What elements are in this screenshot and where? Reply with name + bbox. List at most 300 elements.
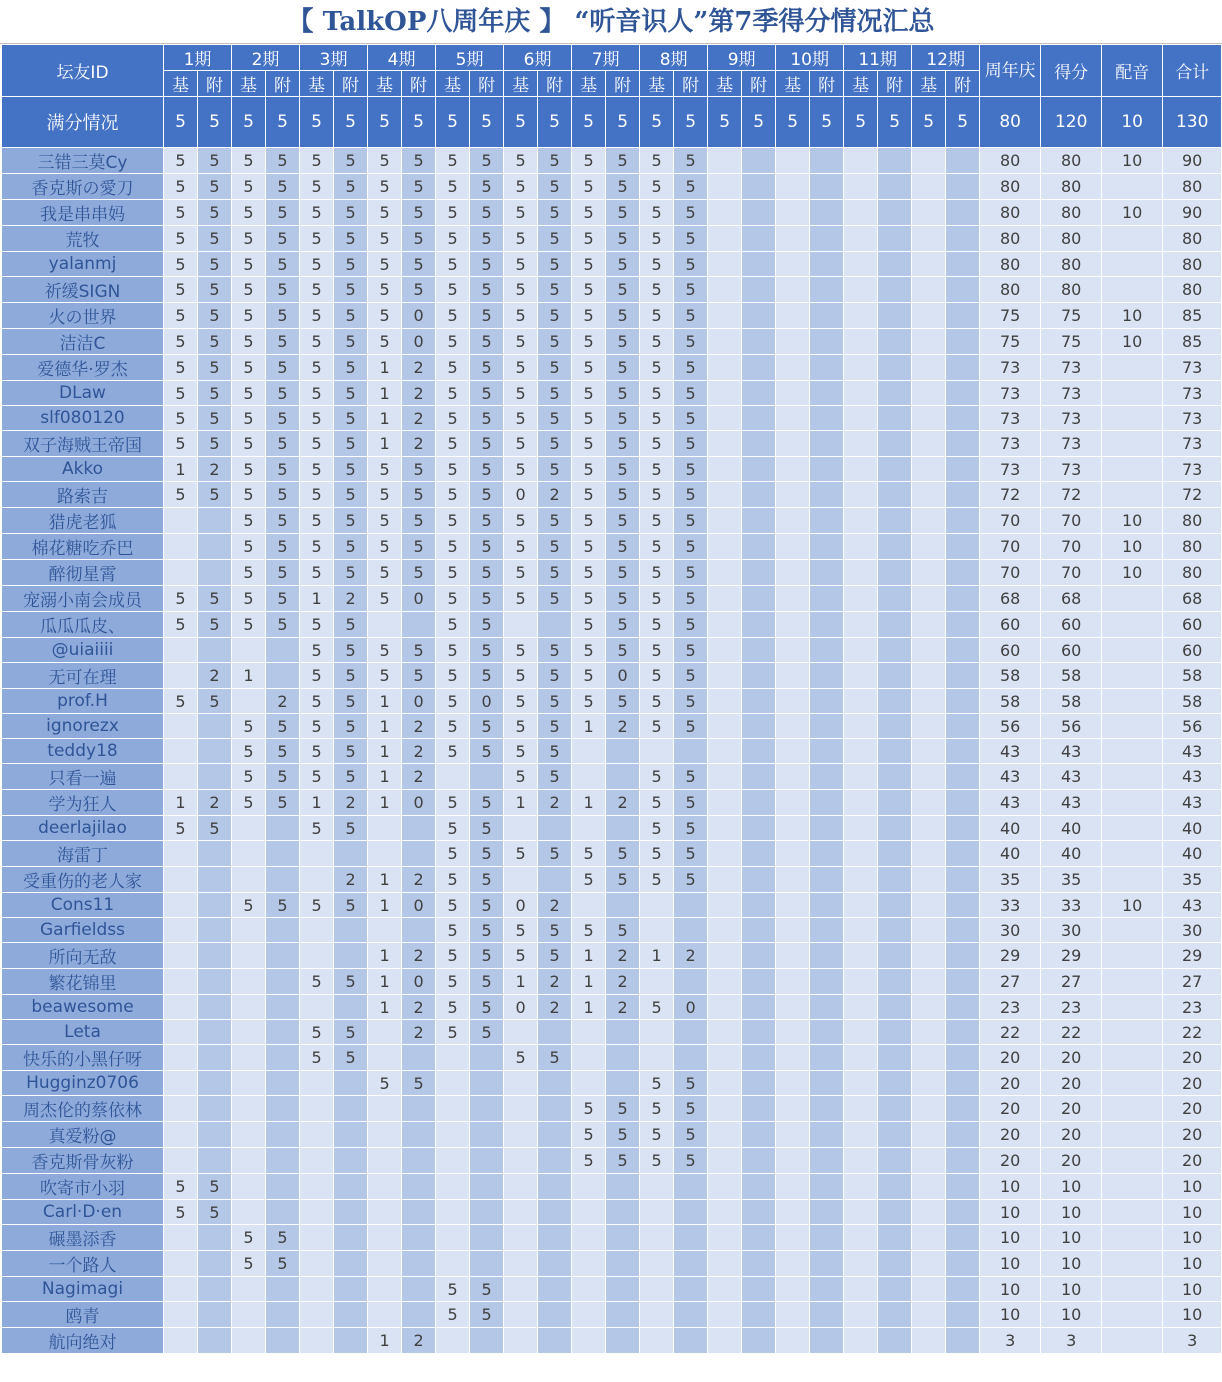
score-cell: 5 <box>470 1277 504 1302</box>
dubbing-cell: 10 <box>1102 508 1163 534</box>
score-cell: 5 <box>640 508 674 534</box>
score-cell <box>878 1225 912 1251</box>
score-cell <box>606 739 640 764</box>
table-row <box>2 1328 1222 1354</box>
score-cell: 5 <box>470 560 504 586</box>
score-cell <box>878 969 912 995</box>
score-cell: 5 <box>266 277 300 303</box>
score-cell <box>572 1328 606 1354</box>
score-cell <box>742 1148 776 1174</box>
score-cell <box>198 1020 232 1045</box>
score-cell <box>810 355 844 381</box>
user-id: 爱德华·罗杰 <box>2 355 164 381</box>
score-cell <box>946 689 980 714</box>
score-cell <box>742 1020 776 1045</box>
user-id: 路索吉 <box>2 482 164 508</box>
table-row <box>2 200 1222 226</box>
score-cell <box>912 329 946 355</box>
score-cell <box>776 689 810 714</box>
user-id: 香克斯骨灰粉 <box>2 1148 164 1174</box>
score-cell <box>266 1020 300 1045</box>
column-header-basic: 基 <box>640 71 674 97</box>
score-cell <box>776 1174 810 1200</box>
table-row <box>2 1122 1222 1148</box>
score-cell <box>708 995 742 1020</box>
score-cell <box>198 1148 232 1174</box>
score-cell <box>878 995 912 1020</box>
dubbing-cell <box>1102 482 1163 508</box>
total-cell: 80 <box>1163 174 1222 200</box>
score-cell <box>844 508 878 534</box>
anniversary-cell: 73 <box>980 355 1041 381</box>
user-id: Nagimagi <box>2 1277 164 1302</box>
score-cell <box>946 1045 980 1071</box>
score-cell <box>640 1328 674 1354</box>
score-cell <box>912 841 946 867</box>
score-cell <box>504 816 538 841</box>
dubbing-cell <box>1102 431 1163 457</box>
dubbing-cell <box>1102 1277 1163 1302</box>
score-cell: 20 <box>1041 1148 1102 1174</box>
total-cell: 73 <box>1163 381 1222 406</box>
score-cell <box>538 1251 572 1277</box>
score-cell <box>946 277 980 303</box>
score-cell <box>402 612 436 638</box>
score-cell <box>810 764 844 790</box>
user-id: yalanmj <box>2 252 164 277</box>
score-cell <box>844 943 878 969</box>
score-cell: 35 <box>1041 867 1102 893</box>
score-cell: 5 <box>232 148 266 174</box>
score-cell <box>606 1045 640 1071</box>
score-cell <box>742 1302 776 1328</box>
score-cell: 5 <box>606 1096 640 1122</box>
score-cell <box>334 995 368 1020</box>
score-cell: 5 <box>470 816 504 841</box>
score-cell: 5 <box>606 226 640 252</box>
score-cell <box>606 893 640 918</box>
column-header-extra: 附 <box>674 71 708 97</box>
table-row <box>2 714 1222 739</box>
score-cell: 5 <box>470 867 504 893</box>
score-cell <box>572 1302 606 1328</box>
score-cell <box>164 841 198 867</box>
score-cell <box>198 1096 232 1122</box>
score-cell <box>810 1096 844 1122</box>
score-cell <box>878 663 912 689</box>
score-cell <box>742 841 776 867</box>
score-cell: 1 <box>368 406 402 431</box>
total-cell: 10 <box>1163 1302 1222 1328</box>
score-cell: 5 <box>164 612 198 638</box>
score-cell <box>538 612 572 638</box>
dubbing-cell <box>1102 714 1163 739</box>
user-id: 受重伤的老人家 <box>2 867 164 893</box>
total-cell: 73 <box>1163 431 1222 457</box>
score-cell <box>334 918 368 943</box>
user-id: 醉彻星霄 <box>2 560 164 586</box>
score-cell <box>300 1148 334 1174</box>
score-cell: 2 <box>606 790 640 816</box>
score-cell <box>912 943 946 969</box>
score-cell <box>776 329 810 355</box>
user-id: @uiaiiii <box>2 638 164 663</box>
dubbing-cell <box>1102 1045 1163 1071</box>
score-cell: 5 <box>436 586 470 612</box>
table-row <box>2 1174 1222 1200</box>
user-id: 我是串串妈 <box>2 200 164 226</box>
score-cell: 5 <box>674 714 708 739</box>
score-cell: 5 <box>640 1122 674 1148</box>
score-cell <box>572 1251 606 1277</box>
score-cell: 40 <box>1041 841 1102 867</box>
anniversary-cell: 56 <box>980 714 1041 739</box>
score-cell <box>708 586 742 612</box>
score-cell <box>844 1302 878 1328</box>
score-cell: 5 <box>300 508 334 534</box>
score-cell: 1 <box>164 457 198 482</box>
score-cell <box>470 1328 504 1354</box>
score-cell <box>164 663 198 689</box>
score-cell: 5 <box>232 739 266 764</box>
score-cell: 2 <box>402 943 436 969</box>
score-cell <box>776 252 810 277</box>
score-cell: 2 <box>538 790 572 816</box>
score-cell <box>232 1045 266 1071</box>
score-cell <box>742 1200 776 1225</box>
score-cell <box>946 1148 980 1174</box>
dubbing-cell: 10 <box>1102 200 1163 226</box>
score-cell <box>198 1302 232 1328</box>
score-cell: 5 <box>674 431 708 457</box>
score-cell <box>946 663 980 689</box>
score-cell <box>776 1122 810 1148</box>
score-cell <box>878 252 912 277</box>
score-cell <box>164 1045 198 1071</box>
score-cell <box>844 714 878 739</box>
score-cell <box>640 1174 674 1200</box>
user-id: 吹寄市小羽 <box>2 1174 164 1200</box>
column-header-basic: 基 <box>912 71 946 97</box>
score-cell <box>402 841 436 867</box>
score-cell: 5 <box>640 534 674 560</box>
score-cell: 5 <box>572 612 606 638</box>
score-cell: 5 <box>198 355 232 381</box>
score-cell <box>776 764 810 790</box>
column-header-basic: 基 <box>572 71 606 97</box>
score-cell <box>572 1277 606 1302</box>
score-cell: 0 <box>504 893 538 918</box>
score-cell: 5 <box>606 355 640 381</box>
score-cell <box>198 534 232 560</box>
score-cell: 5 <box>470 329 504 355</box>
score-cell: 5 <box>674 663 708 689</box>
score-cell: 5 <box>674 226 708 252</box>
score-cell: 5 <box>334 406 368 431</box>
score-cell: 40 <box>1041 816 1102 841</box>
score-cell <box>402 1122 436 1148</box>
score-cell: 5 <box>266 457 300 482</box>
score-cell <box>334 1302 368 1328</box>
score-cell: 5 <box>504 534 538 560</box>
dubbing-cell <box>1102 790 1163 816</box>
table-row <box>2 663 1222 689</box>
score-cell <box>708 1174 742 1200</box>
score-cell: 2 <box>538 893 572 918</box>
score-cell: 2 <box>334 867 368 893</box>
score-cell <box>912 355 946 381</box>
score-cell: 1 <box>572 995 606 1020</box>
score-cell: 1 <box>368 764 402 790</box>
table-row <box>2 457 1222 482</box>
score-cell: 5 <box>504 586 538 612</box>
table-row <box>2 1302 1222 1328</box>
dubbing-cell <box>1102 1328 1163 1354</box>
score-cell <box>844 995 878 1020</box>
score-cell: 73 <box>1041 431 1102 457</box>
score-cell: 5 <box>640 764 674 790</box>
score-cell <box>844 918 878 943</box>
max-score-cell: 5 <box>640 97 674 148</box>
score-cell <box>198 1251 232 1277</box>
score-cell: 5 <box>334 457 368 482</box>
score-cell <box>810 663 844 689</box>
score-cell: 5 <box>572 381 606 406</box>
score-cell: 5 <box>606 277 640 303</box>
score-cell: 5 <box>402 1071 436 1096</box>
score-cell <box>912 226 946 252</box>
score-cell: 5 <box>504 663 538 689</box>
score-cell <box>912 1251 946 1277</box>
score-cell: 5 <box>640 560 674 586</box>
column-header-basic: 基 <box>504 71 538 97</box>
max-score-cell: 5 <box>674 97 708 148</box>
score-cell: 5 <box>300 277 334 303</box>
score-cell: 5 <box>674 689 708 714</box>
score-cell <box>538 867 572 893</box>
score-cell <box>640 1045 674 1071</box>
score-cell: 5 <box>538 638 572 663</box>
score-cell: 5 <box>402 174 436 200</box>
user-id: 三错三莫Cy <box>2 148 164 174</box>
score-cell: 1 <box>368 995 402 1020</box>
total-cell: 20 <box>1163 1122 1222 1148</box>
score-cell: 1 <box>572 969 606 995</box>
score-cell: 80 <box>1041 252 1102 277</box>
score-cell: 5 <box>232 329 266 355</box>
score-cell <box>368 1277 402 1302</box>
score-cell: 2 <box>538 995 572 1020</box>
score-cell <box>266 1302 300 1328</box>
score-cell <box>844 277 878 303</box>
total-cell: 90 <box>1163 200 1222 226</box>
score-cell: 5 <box>606 200 640 226</box>
score-cell: 5 <box>300 689 334 714</box>
column-header-period: 1期 <box>164 45 232 71</box>
score-cell <box>878 355 912 381</box>
user-id: 无可在理 <box>2 663 164 689</box>
score-cell <box>844 406 878 431</box>
score-cell <box>742 457 776 482</box>
score-cell: 5 <box>674 764 708 790</box>
score-cell <box>232 1174 266 1200</box>
score-cell <box>912 406 946 431</box>
dubbing-cell <box>1102 381 1163 406</box>
score-cell: 5 <box>640 663 674 689</box>
score-cell: 72 <box>1041 482 1102 508</box>
score-cell: 20 <box>1041 1045 1102 1071</box>
score-cell <box>776 560 810 586</box>
max-score-cell: 5 <box>368 97 402 148</box>
score-cell: 58 <box>1041 689 1102 714</box>
score-cell <box>198 1071 232 1096</box>
table-row <box>2 739 1222 764</box>
score-cell: 5 <box>198 174 232 200</box>
score-cell: 5 <box>232 508 266 534</box>
score-cell <box>368 1251 402 1277</box>
score-cell: 5 <box>572 226 606 252</box>
score-cell <box>198 867 232 893</box>
score-cell: 5 <box>640 148 674 174</box>
score-cell: 1 <box>368 1328 402 1354</box>
score-cell <box>912 612 946 638</box>
score-cell <box>708 457 742 482</box>
score-cell: 5 <box>436 893 470 918</box>
score-cell <box>844 816 878 841</box>
user-id: 海雷丁 <box>2 841 164 867</box>
score-cell <box>776 277 810 303</box>
score-cell <box>742 329 776 355</box>
score-cell: 5 <box>640 1148 674 1174</box>
score-cell <box>878 586 912 612</box>
score-cell: 30 <box>1041 918 1102 943</box>
total-cell: 80 <box>1163 560 1222 586</box>
score-cell: 5 <box>198 329 232 355</box>
score-cell <box>640 893 674 918</box>
score-cell <box>912 918 946 943</box>
dubbing-cell <box>1102 1122 1163 1148</box>
anniversary-cell: 10 <box>980 1225 1041 1251</box>
anniversary-cell: 10 <box>980 1200 1041 1225</box>
score-cell <box>912 969 946 995</box>
score-cell: 5 <box>232 174 266 200</box>
score-cell: 5 <box>368 560 402 586</box>
score-cell <box>742 739 776 764</box>
score-cell: 5 <box>504 1045 538 1071</box>
score-cell <box>708 1045 742 1071</box>
column-header-extra: 附 <box>810 71 844 97</box>
score-cell <box>674 893 708 918</box>
score-cell <box>810 1071 844 1096</box>
score-cell: 5 <box>504 148 538 174</box>
score-cell: 5 <box>436 995 470 1020</box>
total-cell: 10 <box>1163 1225 1222 1251</box>
score-cell: 5 <box>504 406 538 431</box>
score-cell: 5 <box>266 482 300 508</box>
score-cell: 5 <box>436 560 470 586</box>
score-cell <box>844 431 878 457</box>
max-score-cell: 5 <box>334 97 368 148</box>
anniversary-cell: 40 <box>980 816 1041 841</box>
score-cell <box>776 457 810 482</box>
anniversary-cell: 23 <box>980 995 1041 1020</box>
score-cell: 5 <box>402 148 436 174</box>
total-cell: 35 <box>1163 867 1222 893</box>
score-cell <box>572 1045 606 1071</box>
total-cell: 43 <box>1163 739 1222 764</box>
score-cell <box>742 406 776 431</box>
score-cell: 70 <box>1041 508 1102 534</box>
score-cell: 5 <box>572 277 606 303</box>
score-cell: 2 <box>606 969 640 995</box>
user-id: 祈缓SIGN <box>2 277 164 303</box>
user-id: 鸥青 <box>2 1302 164 1328</box>
score-cell: 5 <box>674 406 708 431</box>
score-cell <box>946 943 980 969</box>
column-header-basic: 基 <box>368 71 402 97</box>
score-cell: 5 <box>334 431 368 457</box>
score-cell: 5 <box>232 303 266 329</box>
score-cell <box>266 1071 300 1096</box>
score-cell: 5 <box>334 329 368 355</box>
score-cell: 5 <box>436 612 470 638</box>
score-cell <box>470 1122 504 1148</box>
score-cell <box>742 790 776 816</box>
score-cell: 5 <box>164 431 198 457</box>
score-cell <box>742 918 776 943</box>
score-cell <box>266 638 300 663</box>
score-cell: 58 <box>1041 663 1102 689</box>
score-cell <box>776 406 810 431</box>
column-header-basic: 基 <box>708 71 742 97</box>
score-cell <box>504 1071 538 1096</box>
table-row <box>2 482 1222 508</box>
score-cell: 5 <box>470 612 504 638</box>
score-cell: 5 <box>640 174 674 200</box>
score-cell: 10 <box>1041 1251 1102 1277</box>
score-cell: 5 <box>164 148 198 174</box>
score-cell: 5 <box>538 148 572 174</box>
score-cell: 5 <box>368 252 402 277</box>
score-cell <box>742 867 776 893</box>
score-cell <box>470 1148 504 1174</box>
table-row <box>2 816 1222 841</box>
score-cell <box>164 638 198 663</box>
score-cell: 5 <box>538 689 572 714</box>
score-cell <box>946 174 980 200</box>
total-cell: 72 <box>1163 482 1222 508</box>
score-cell <box>878 457 912 482</box>
score-cell <box>912 200 946 226</box>
score-cell: 75 <box>1041 303 1102 329</box>
score-cell: 5 <box>436 943 470 969</box>
score-cell <box>742 252 776 277</box>
score-cell <box>708 739 742 764</box>
anniversary-cell: 60 <box>980 638 1041 663</box>
score-cell <box>674 1225 708 1251</box>
score-cell: 5 <box>572 482 606 508</box>
score-cell <box>844 969 878 995</box>
score-cell <box>402 1096 436 1122</box>
score-cell: 5 <box>334 534 368 560</box>
score-cell <box>164 1148 198 1174</box>
score-cell <box>300 1225 334 1251</box>
score-cell <box>368 816 402 841</box>
score-cell <box>810 560 844 586</box>
dubbing-cell <box>1102 277 1163 303</box>
column-header-period: 8期 <box>640 45 708 71</box>
score-cell <box>844 612 878 638</box>
